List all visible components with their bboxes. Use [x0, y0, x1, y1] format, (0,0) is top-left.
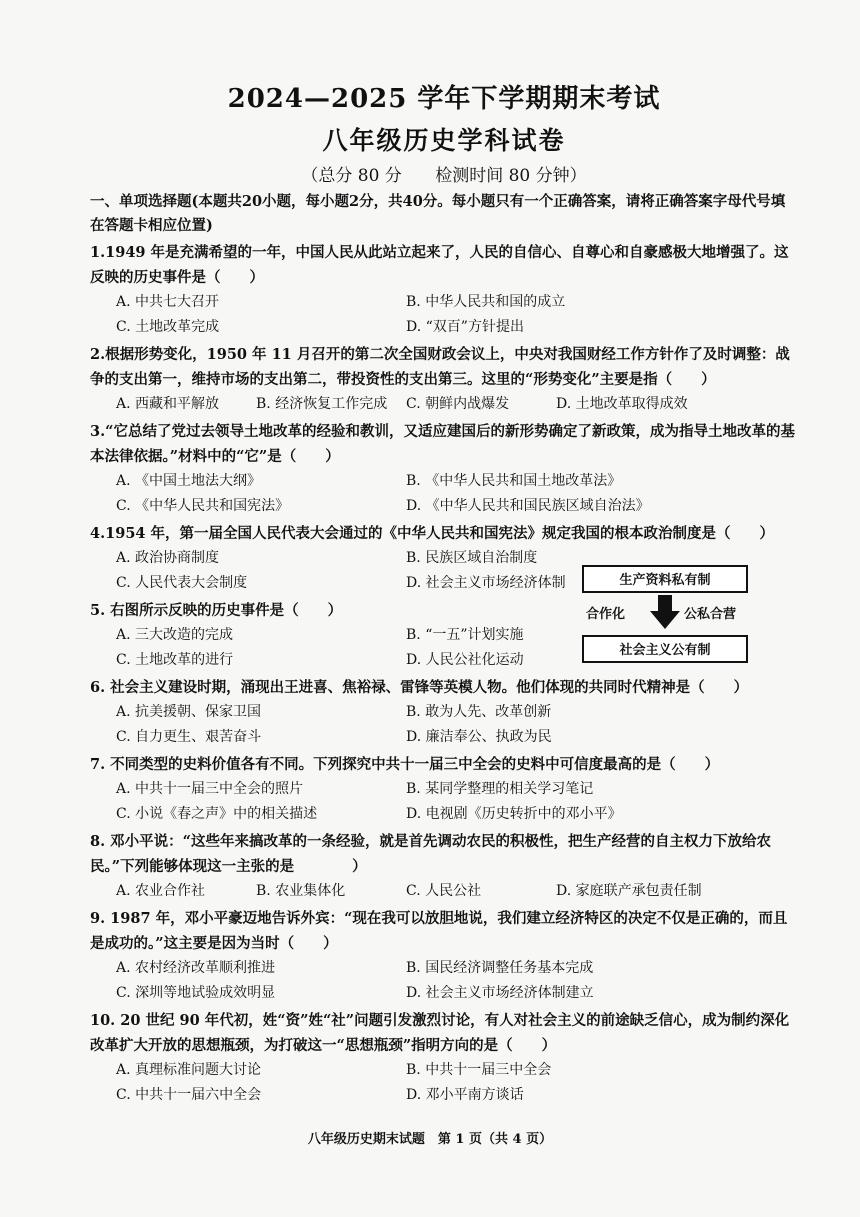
- question-stem: 4.1954 年，第一届全国人民代表大会通过的《中华人民共和国宪法》规定我国的根本政治制度是（ ）: [90, 525, 775, 542]
- cooperation-label: 合作化: [586, 607, 626, 622]
- answer-option: D. 社会主义市场经济体制建立: [406, 985, 594, 1001]
- answer-option: B. 民族区域自治制度: [406, 550, 538, 566]
- down-arrow-icon: [648, 595, 682, 631]
- answer-option: D. 土地改革取得成效: [556, 396, 688, 412]
- question-options: [90, 956, 798, 1006]
- question-options: [90, 290, 798, 340]
- answer-option: D. “双百”方针提出: [406, 319, 524, 335]
- answer-option: C. 《中华人民共和国宪法》: [116, 498, 290, 514]
- question-stem: 10. 20 世纪 90 年代初，姓“资”姓“社”问题引发激烈讨论，有人对社会主义的前途缺乏信心，成为制约深化改革扩大开放的思想瓶颈，为打破这一“思想瓶颈”指明方向的是（ ）: [90, 1012, 790, 1054]
- answer-option: D. 电视剧《历史转折中的邓小平》: [406, 806, 622, 822]
- answer-option: D. 社会主义市场经济体制: [406, 575, 566, 591]
- answer-option: B. 《中华人民共和国土地改革法》: [406, 473, 622, 489]
- answer-option: C. 中共十一届六中全会: [116, 1087, 262, 1103]
- question-list: [90, 240, 798, 1108]
- private-ownership-box: 生产资料私有制: [582, 565, 748, 593]
- question-stem: 7. 不同类型的史料价值各有不同。下列探究中共十一届三中全会的史料中可信度最高的是（ ）: [90, 756, 720, 773]
- question-stem: 6. 社会主义建设时期，涌现出王进喜、焦裕禄、雷锋等英模人物。他们体现的共同时代精神是（ ）: [90, 679, 749, 696]
- answer-option: D. 人民公社化运动: [406, 652, 524, 668]
- answer-option: C. 土地改革的进行: [116, 652, 234, 668]
- answer-option: A. 三大改造的完成: [116, 627, 234, 643]
- answer-option: D. 邓小平南方谈话: [406, 1087, 524, 1103]
- joint-venture-label: 公私合营: [684, 607, 737, 622]
- question-stem: 8. 邓小平说：“这些年来搞改革的一条经验，就是首先调动农民的积极性，把生产经营的自主权力下放给农民。”下列能够体现这一主张的是 ）: [90, 833, 772, 875]
- answer-option: D. 家庭联产承包责任制: [556, 883, 702, 899]
- answer-option: C. 土地改革完成: [116, 319, 220, 335]
- answer-option: D. 《中华人民共和国民族区域自治法》: [406, 498, 650, 514]
- question-stem: 9. 1987 年，邓小平豪迈地告诉外宾：“现在我可以放胆地说，我们建立经济特区的决定不仅是正确的，而且是成功的。”这主要是因为当时（ ）: [90, 910, 788, 952]
- answer-option: B. 中共十一届三中全会: [406, 1062, 552, 1078]
- answer-option: A. 农业合作社: [116, 883, 206, 899]
- answer-option: B. 经济恢复工作完成: [256, 396, 388, 412]
- section-heading: 一、单项选择题(本题共20小题，每小题2分，共40分。每小题只有一个正确答案，请将正确答案字母代号填在答题卡相应位置): [90, 193, 786, 234]
- answer-option: A. 《中国土地法大纲》: [116, 473, 262, 489]
- answer-option: C. 人民公社: [406, 883, 482, 899]
- answer-option: B. 农业集体化: [256, 883, 346, 899]
- answer-option: D. 廉洁奉公、执政为民: [406, 729, 552, 745]
- exam-subtitle: 八年级历史学科试卷: [322, 126, 566, 155]
- answer-option: B. 国民经济调整任务基本完成: [406, 960, 594, 976]
- question-options: [90, 392, 798, 417]
- answer-option: C. 朝鲜内战爆发: [406, 396, 510, 412]
- answer-option: A. 农村经济改革顺利推进: [116, 960, 276, 976]
- answer-option: A. 真理标准问题大讨论: [116, 1062, 262, 1078]
- answer-option: C. 人民代表大会制度: [116, 575, 248, 591]
- answer-option: A. 政治协商制度: [116, 550, 220, 566]
- question-options: [90, 879, 798, 904]
- answer-option: B. 某同学整理的相关学习笔记: [406, 781, 594, 797]
- total-score: （总分 80 分: [301, 166, 402, 186]
- answer-option: C. 自力更生、艰苦奋斗: [116, 729, 262, 745]
- question-options: [90, 1058, 798, 1108]
- answer-option: C. 深圳等地试验成效明显: [116, 985, 276, 1001]
- answer-option: B. 中华人民共和国的成立: [406, 294, 566, 310]
- answer-option: A. 中共七大召开: [116, 294, 220, 310]
- question-stem: 1.1949 年是充满希望的一年，中国人民从此站立起来了，人民的自信心、自尊心和自豪感极大地增强了。这反映的历史事件是（ ）: [90, 244, 789, 286]
- answer-option: A. 抗美援朝、保家卫国: [116, 704, 262, 720]
- answer-option: C. 小说《春之声》中的相关描述: [116, 806, 318, 822]
- exam-info: [90, 161, 798, 186]
- answer-option: B. 敢为人先、改革创新: [406, 704, 552, 720]
- answer-option: B. “一五”计划实施: [406, 627, 524, 643]
- exam-duration: 检测时间 80 分钟）: [435, 166, 587, 186]
- answer-option: A. 中共十一届三中全会的照片: [116, 781, 304, 797]
- question-stem: 3.“它总结了党过去领导土地改革的经验和教训，又适应建国后的新形势确定了新政策，成为指导土地改革的基本法律依据。”材料中的“它”是（ ）: [90, 423, 795, 465]
- question5-diagram: [582, 565, 750, 667]
- question-stem: 2.根据形势变化，1950 年 11 月召开的第二次全国财政会议上，中央对我国财经工作方针作了及时调整：战争的支出第一，维持市场的支出第二，带投资性的支出第三。这里的“形势变化”主要是指（ ）: [90, 346, 790, 388]
- public-ownership-box: 社会主义公有制: [582, 635, 748, 663]
- page-footer: 八年级历史期末试题 第 1 页（共 4 页）: [307, 1132, 553, 1147]
- question-stem: 5. 右图所示反映的历史事件是（ ）: [90, 602, 343, 619]
- answer-option: A. 西藏和平解放: [116, 396, 220, 412]
- question-options: [90, 700, 798, 750]
- question-options: [90, 469, 798, 519]
- question-options: [90, 777, 798, 827]
- exam-title: 2024—2025 学年下学期期末考试: [227, 84, 661, 114]
